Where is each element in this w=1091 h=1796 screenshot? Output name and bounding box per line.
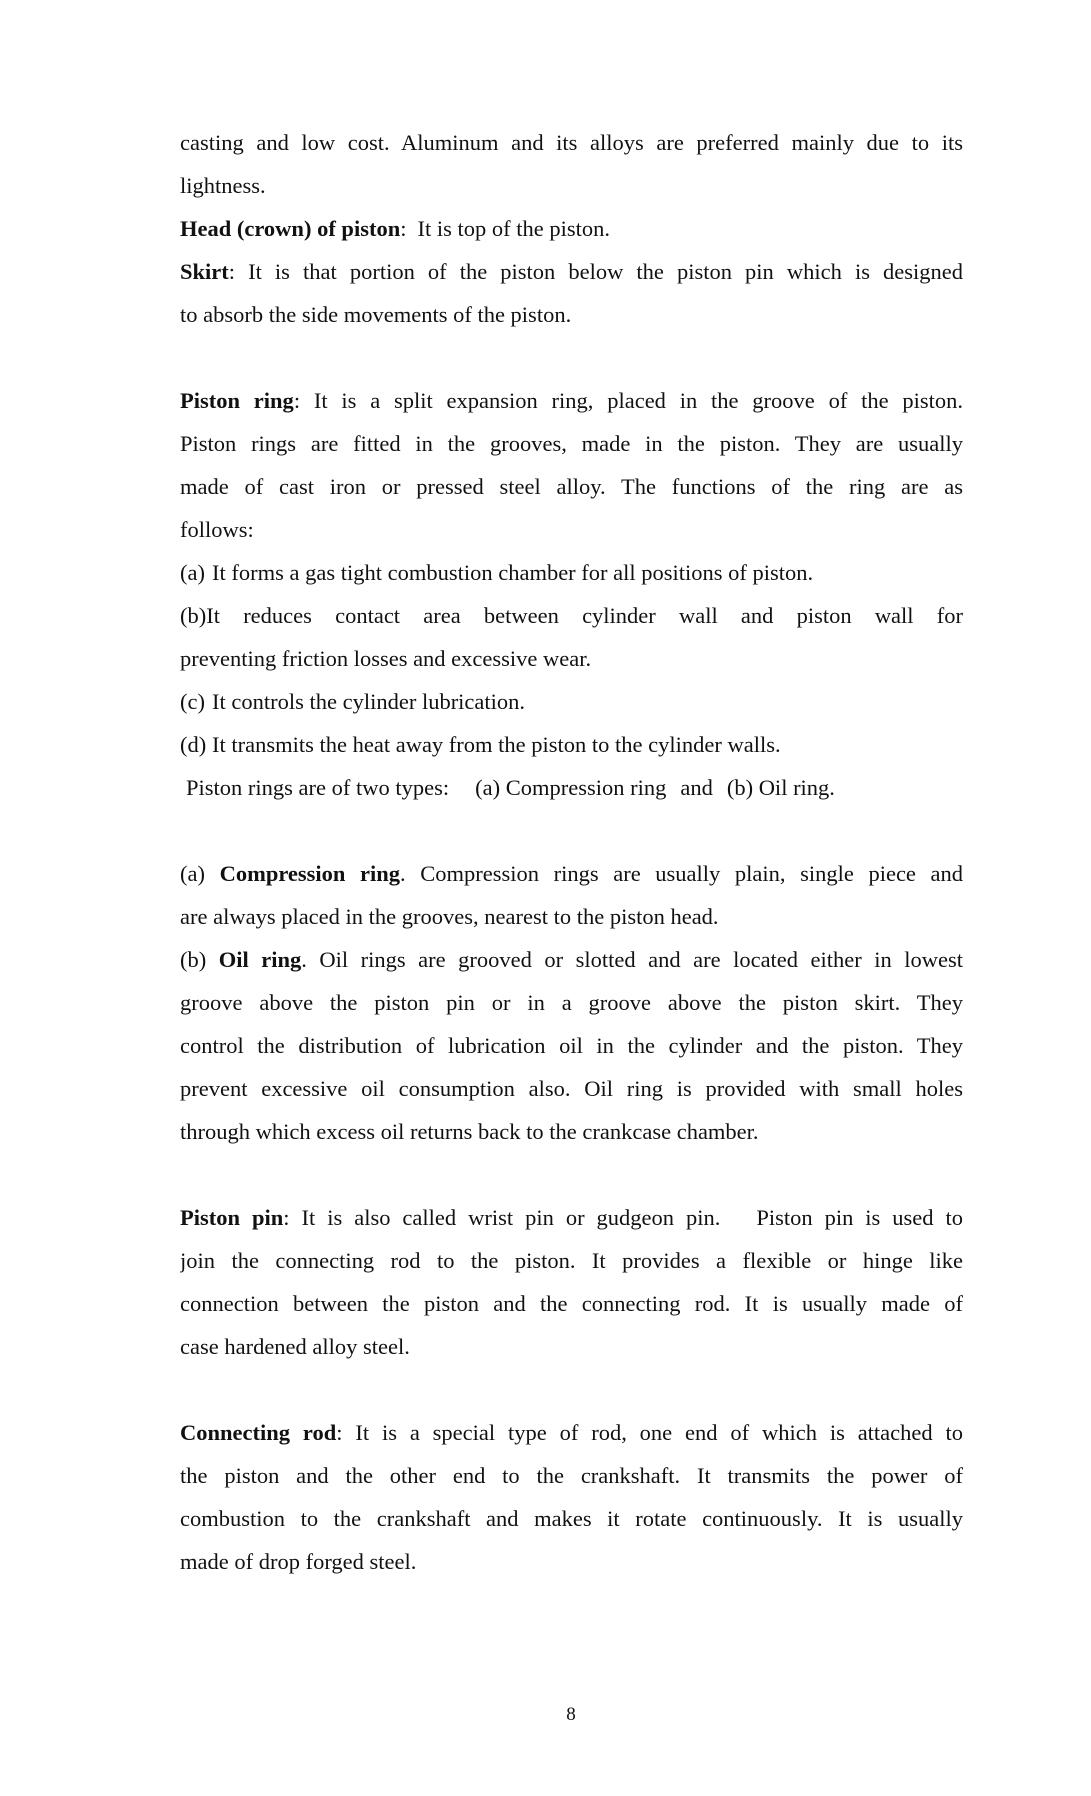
piston-pin-line-3: connection between the piston and the connecting rod. It is usually made of — [180, 1291, 963, 1316]
page-number: 8 — [566, 1704, 576, 1725]
connecting-rod-term: Connecting rod — [180, 1420, 337, 1445]
compression-ring-line-2: are always placed in the grooves, nearest to the piston head. — [180, 904, 719, 929]
head-term: Head (crown) of piston — [180, 216, 401, 241]
compression-ring-label: (a) — [180, 861, 205, 886]
compression-ring-term: Compression ring — [219, 861, 401, 886]
skirt-definition-line-2: to absorb the side movements of the piston. — [180, 302, 572, 327]
oil-ring-text-1: Oil rings are grooved or slotted and are located either in lowest — [319, 947, 963, 972]
connecting-rod-line-2: the piston and the other end to the crankshaft. It transmits the power of — [180, 1463, 963, 1488]
head-text: It is top of the piston. — [417, 216, 610, 241]
piston-ring-line-2: Piston rings are fitted in the grooves, made in the piston. They are usually — [180, 431, 963, 456]
function-text-c: It controls the cylinder lubrication. — [212, 689, 526, 714]
function-item-c — [180, 680, 963, 723]
function-label-b: (b) — [180, 603, 207, 628]
intro-line-2: lightness. — [180, 173, 266, 198]
piston-pin-line-1 — [180, 1196, 963, 1239]
function-label-d: (d) — [180, 732, 207, 757]
piston-pin-line-2: join the connecting rod to the piston. It provides a flexible or hinge like — [180, 1248, 963, 1273]
piston-ring-types — [186, 766, 963, 809]
piston-ring-line-4: follows: — [180, 517, 254, 542]
skirt-text-1: It is that portion of the piston below the piston pin which is designed — [248, 259, 963, 284]
skirt-definition-line-1 — [180, 250, 963, 293]
compression-ring-period: . — [400, 861, 406, 886]
piston-pin-colon: : — [283, 1205, 290, 1230]
piston-ring-colon: : — [293, 388, 301, 413]
piston-ring-term: Piston ring — [180, 388, 294, 413]
oil-ring-line-5: through which excess oil returns back to the crankcase chamber. — [180, 1119, 759, 1144]
compression-ring-line-1 — [180, 852, 963, 895]
function-text-b-1: It reduces contact area between cylinder wall and piston wall for — [206, 603, 963, 628]
oil-ring-line-2: groove above the piston pin or in a groove above the piston skirt. They — [180, 990, 963, 1015]
piston-pin-text-1: It is also called wrist pin or gudgeon pin. — [301, 1205, 721, 1230]
oil-ring-line-4: prevent excessive oil consumption also. Oil ring is provided with small holes — [180, 1076, 963, 1101]
skirt-colon: : — [228, 259, 236, 284]
head-definition — [180, 207, 963, 250]
head-colon: : — [400, 216, 407, 241]
piston-pin-line-4: case hardened alloy steel. — [180, 1334, 410, 1359]
piston-ring-line-1 — [180, 379, 963, 422]
skirt-term: Skirt — [180, 259, 229, 284]
oil-ring-label: (b) — [180, 947, 207, 972]
types-and: and — [680, 775, 713, 800]
types-intro: Piston rings are of two types: — [186, 775, 450, 800]
connecting-rod-text-1: It is a special type of rod, one end of which is attached to — [355, 1420, 963, 1445]
piston-pin-text-1b: Piston pin is used to — [756, 1205, 963, 1230]
piston-ring-line-3: made of cast iron or pressed steel alloy. The functions of the ring are as — [180, 474, 963, 499]
connecting-rod-line-1 — [180, 1411, 963, 1454]
function-label-c: (c) — [180, 689, 205, 714]
function-item-d — [180, 723, 963, 766]
oil-ring-line-3: control the distribution of lubrication oil in the cylinder and the piston. They — [180, 1033, 963, 1058]
function-text-a: It forms a gas tight combustion chamber for all positions of piston. — [212, 560, 814, 585]
connecting-rod-line-3: combustion to the crankshaft and makes it rotate continuously. It is usually — [180, 1506, 963, 1531]
function-item-a — [180, 551, 963, 594]
piston-pin-term: Piston pin — [180, 1205, 284, 1230]
piston-ring-text-1: It is a split expansion ring, placed in the groove of the piston. — [313, 388, 963, 413]
oil-ring-term: Oil ring — [218, 947, 302, 972]
oil-ring-period: . — [301, 947, 307, 972]
oil-ring-line-1 — [180, 938, 963, 981]
function-label-a: (a) — [180, 560, 205, 585]
type-b: (b) Oil ring. — [726, 775, 835, 800]
compression-ring-text-1: Compression rings are usually plain, single piece and — [420, 861, 963, 886]
function-item-b-line-1 — [180, 594, 963, 637]
connecting-rod-colon: : — [336, 1420, 343, 1445]
function-item-b-line-2: preventing friction losses and excessive wear. — [180, 646, 592, 671]
function-text-d: It transmits the heat away from the piston to the cylinder walls. — [212, 732, 781, 757]
intro-line-1: casting and low cost. Aluminum and its alloys are preferred mainly due to its — [180, 130, 963, 155]
type-a: (a) Compression ring — [475, 775, 667, 800]
connecting-rod-line-4: made of drop forged steel. — [180, 1549, 417, 1574]
